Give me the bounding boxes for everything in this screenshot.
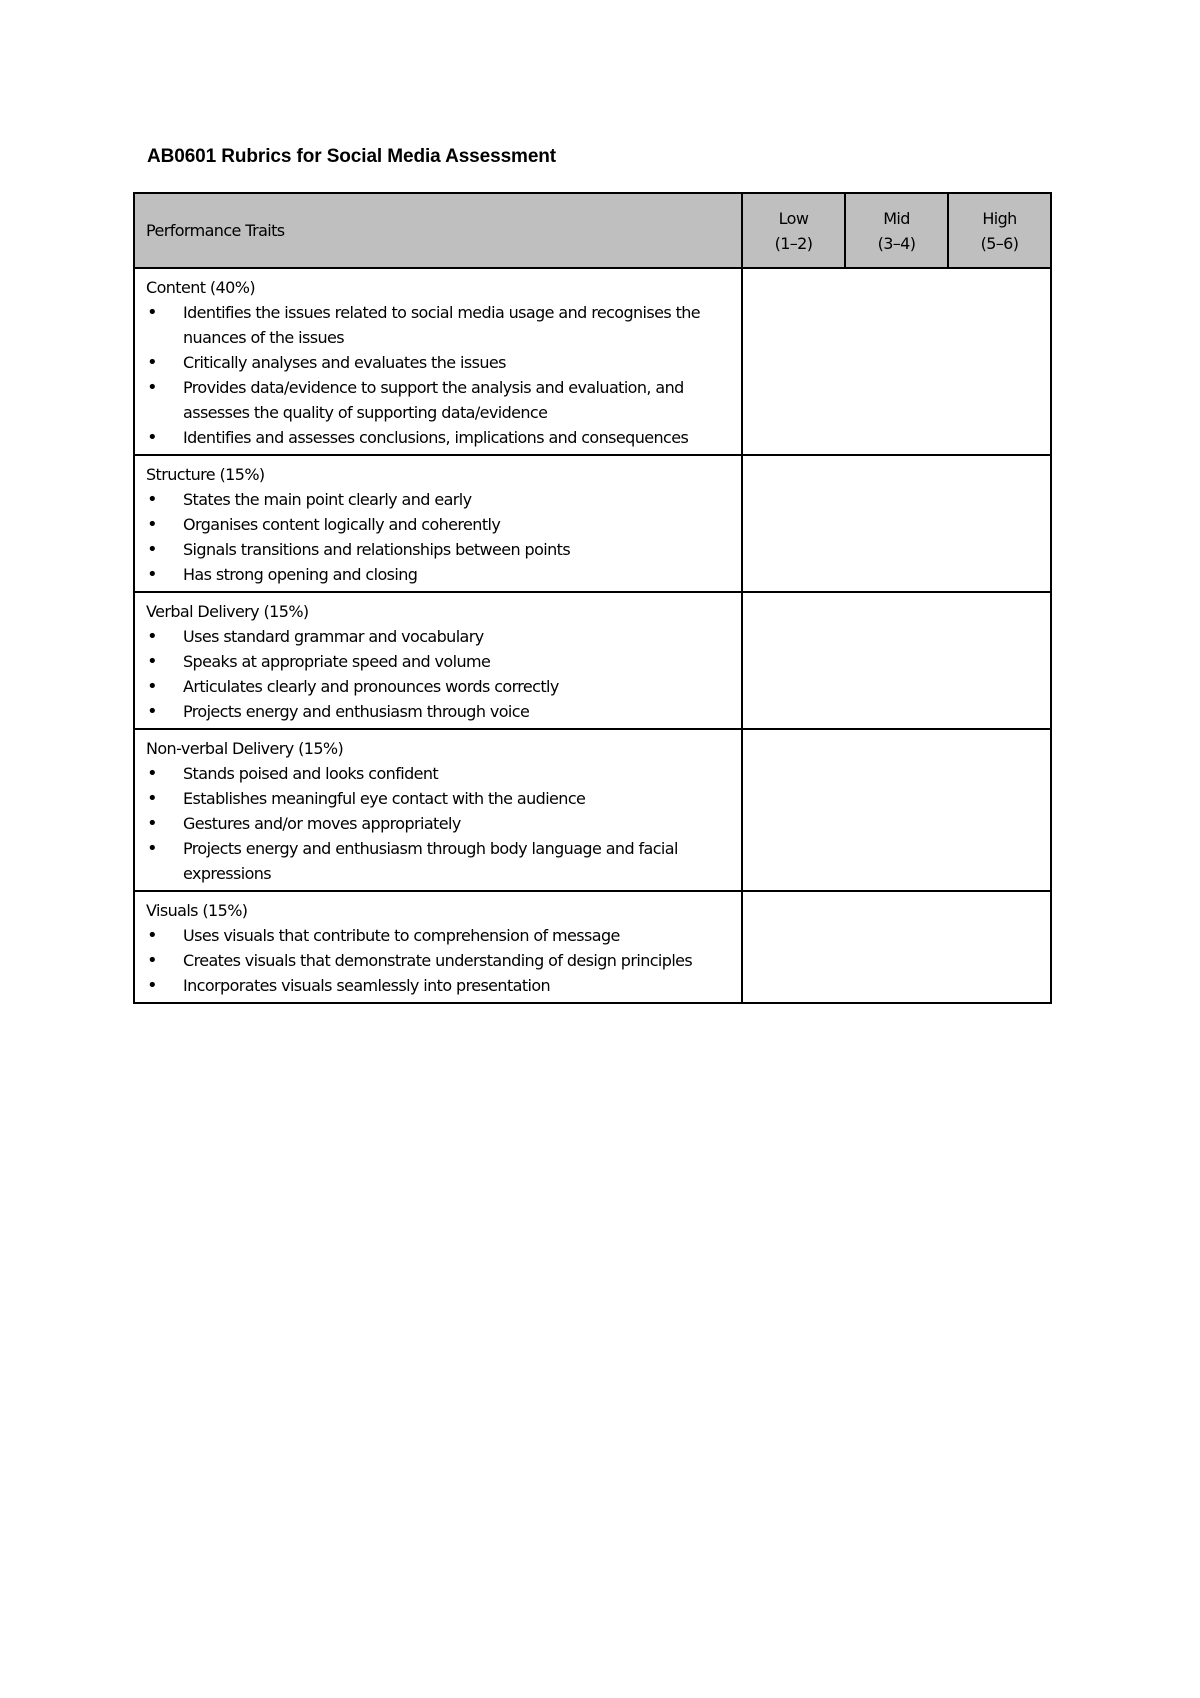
section-title-content: Content (40%) (146, 278, 255, 297)
score-cell-non-verbal-delivery[interactable] (742, 729, 1051, 891)
level-mid-range: (3–4) (877, 233, 916, 253)
header-row (134, 193, 1051, 268)
criterion-item: • States the main point clearly and early (146, 487, 733, 512)
score-cell-content[interactable] (742, 268, 1051, 455)
rubric-row-non-verbal-delivery (134, 729, 1051, 891)
criteria-list-non-verbal-delivery (146, 761, 733, 886)
score-cell-structure[interactable] (742, 455, 1051, 592)
criterion-item: • Gestures and/or moves appropriately (146, 811, 733, 836)
criterion-item: • Stands poised and looks confident (146, 761, 733, 786)
criterion-item: • Projects energy and enthusiasm through voice (146, 699, 733, 724)
score-cell-visuals[interactable] (742, 891, 1051, 1003)
criterion-item: • Speaks at appropriate speed and volume (146, 649, 733, 674)
criterion-item: • Articulates clearly and pronounces words correctly (146, 674, 733, 699)
criterion-item: • Identifies and assesses conclusions, implications and consequences (146, 425, 733, 450)
level-high-range: (5–6) (980, 233, 1019, 253)
trait-cell-visuals (134, 891, 742, 1003)
trait-cell-non-verbal-delivery (134, 729, 742, 891)
criterion-item: • Establishes meaningful eye contact with the audience (146, 786, 733, 811)
criterion-item: • Creates visuals that demonstrate understanding of design principles (146, 948, 733, 973)
level-low-range: (1–2) (774, 233, 813, 253)
level-low-header (742, 193, 845, 268)
criteria-list-verbal-delivery (146, 624, 733, 724)
document-title: AB0601 Rubrics for Social Media Assessment (147, 146, 557, 167)
criterion-item: • Identifies the issues related to social media usage and recognises the nuances of the issues (146, 300, 733, 350)
criterion-item: • Organises content logically and coherently (146, 512, 733, 537)
rubric-row-content (134, 268, 1051, 455)
level-high-name: High (982, 208, 1017, 228)
rubric-row-verbal-delivery (134, 592, 1051, 729)
section-title-structure: Structure (15%) (146, 465, 265, 484)
score-cell-verbal-delivery[interactable] (742, 592, 1051, 729)
criteria-list-visuals (146, 923, 733, 998)
rubric-row-structure (134, 455, 1051, 592)
rubric-row-visuals (134, 891, 1051, 1003)
criterion-item: • Has strong opening and closing (146, 562, 733, 587)
level-mid-header (845, 193, 948, 268)
level-low-name: Low (778, 208, 809, 228)
trait-cell-verbal-delivery (134, 592, 742, 729)
criterion-item: • Provides data/evidence to support the analysis and evaluation, and assesses the quality of supporting data/evidence (146, 375, 733, 425)
criteria-list-content (146, 300, 733, 450)
performance-traits-header: Performance Traits (134, 193, 742, 268)
criterion-item: • Uses standard grammar and vocabulary (146, 624, 733, 649)
level-high-header (948, 193, 1051, 268)
criterion-item: • Projects energy and enthusiasm through body language and facial expressions (146, 836, 733, 886)
rubric-table (133, 192, 1052, 1004)
section-title-visuals: Visuals (15%) (146, 901, 248, 920)
criterion-item: • Incorporates visuals seamlessly into presentation (146, 973, 733, 998)
trait-cell-content (134, 268, 742, 455)
criterion-item: • Uses visuals that contribute to comprehension of message (146, 923, 733, 948)
level-mid-name: Mid (883, 208, 910, 228)
criterion-item: • Critically analyses and evaluates the issues (146, 350, 733, 375)
trait-cell-structure (134, 455, 742, 592)
section-title-verbal-delivery: Verbal Delivery (15%) (146, 602, 309, 621)
criteria-list-structure (146, 487, 733, 587)
section-title-non-verbal-delivery: Non-verbal Delivery (15%) (146, 739, 344, 758)
criterion-item: • Signals transitions and relationships between points (146, 537, 733, 562)
